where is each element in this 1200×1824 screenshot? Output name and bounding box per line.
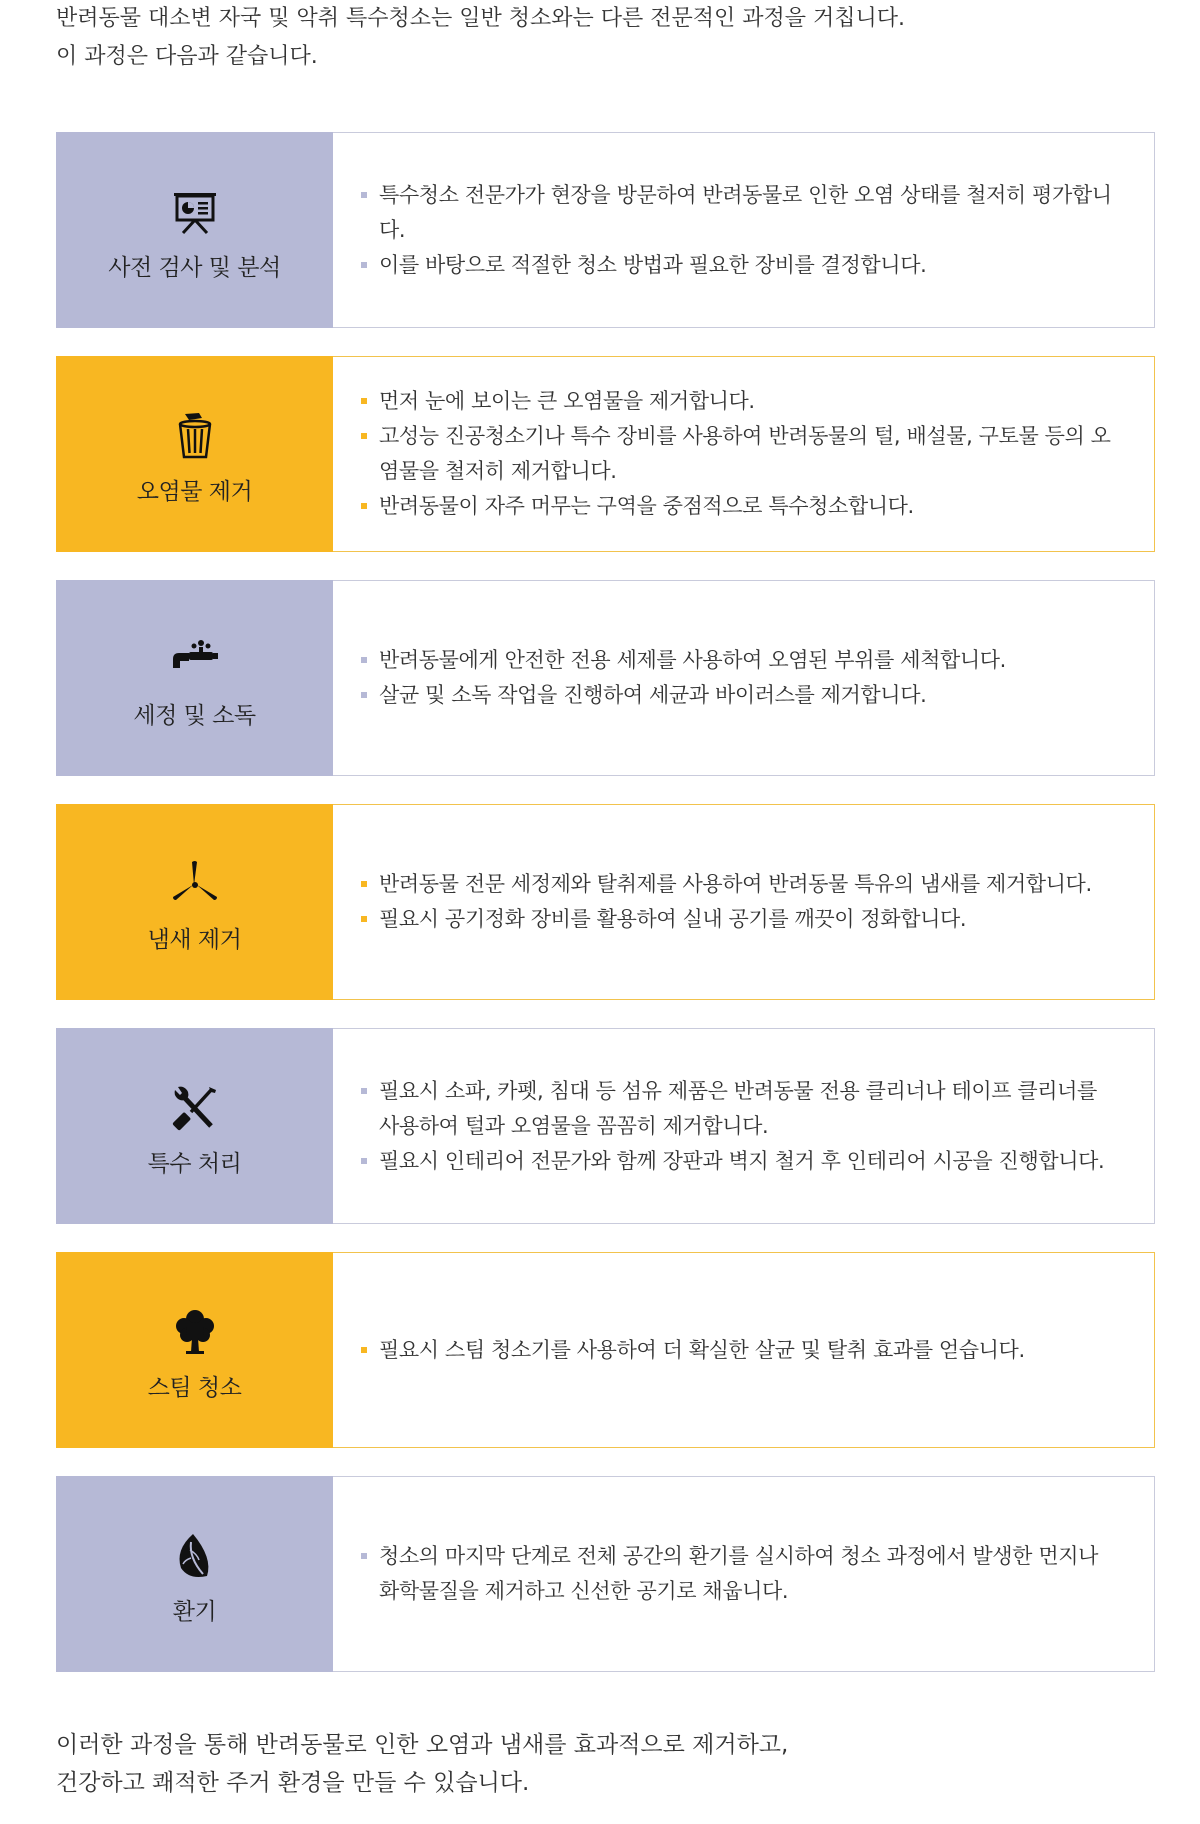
step-debris-removal (56, 356, 1155, 552)
step-description (333, 580, 1155, 776)
step-title: 사전 검사 및 분석 (108, 254, 281, 281)
step-header (56, 580, 333, 776)
list-item: 살균 및 소독 작업을 진행하여 세균과 바이러스를 제거합니다. (359, 678, 1006, 713)
step-description (333, 1252, 1155, 1448)
step-header (56, 804, 333, 1000)
outro-line-1: 이러한 과정을 통해 반려동물로 인한 오염과 냄새를 효과적으로 제거하고, (56, 1732, 789, 1758)
list-item: 반려동물 전문 세정제와 탈취제를 사용하여 반려동물 특유의 냄새를 제거합니다. (359, 867, 1092, 902)
outro-text (56, 1726, 1156, 1802)
trash-can-icon (168, 409, 222, 463)
presentation-board-icon (168, 185, 222, 239)
wrench-screwdriver-icon (168, 1081, 222, 1135)
step-ventilation (56, 1476, 1155, 1672)
list-item: 필요시 인테리어 전문가와 함께 장판과 벽지 철거 후 인테리어 시공을 진행합니다. (359, 1144, 1114, 1179)
leaf-icon (168, 1529, 222, 1583)
list-item: 특수청소 전문가가 현장을 방문하여 반려동물로 인한 오염 상태를 철저히 평가합니다. (359, 178, 1114, 248)
step-description (333, 1028, 1155, 1224)
step-title: 스팀 청소 (147, 1374, 242, 1401)
step-title: 냄새 제거 (147, 926, 242, 953)
step-description (333, 804, 1155, 1000)
outro-line-2: 건강하고 쾌적한 주거 환경을 만들 수 있습니다. (56, 1770, 530, 1796)
step-steam-cleaning (56, 1252, 1155, 1448)
step-header (56, 1028, 333, 1224)
step-header (56, 1476, 333, 1672)
step-cleaning-disinfection (56, 580, 1155, 776)
bullet-list (359, 178, 1114, 283)
intro-line-2: 이 과정은 다음과 같습니다. (56, 44, 318, 69)
tree-icon (168, 1305, 222, 1359)
intro-line-1: 반려동물 대소변 자국 및 악취 특수청소는 일반 청소와는 다른 전문적인 과정을 거칩니다. (56, 6, 905, 31)
step-header (56, 1252, 333, 1448)
bullet-list (359, 384, 1114, 524)
list-item: 반려동물이 자주 머무는 구역을 중점적으로 특수청소합니다. (359, 489, 1114, 524)
list-item: 필요시 공기정화 장비를 활용하여 실내 공기를 깨끗이 정화합니다. (359, 902, 1092, 937)
list-item: 반려동물에게 안전한 전용 세제를 사용하여 오염된 부위를 세척합니다. (359, 643, 1006, 678)
list-item: 필요시 스팀 청소기를 사용하여 더 확실한 살균 및 탈취 효과를 얻습니다. (359, 1333, 1025, 1368)
step-header (56, 132, 333, 328)
list-item: 청소의 마지막 단계로 전체 공간의 환기를 실시하여 청소 과정에서 발생한 먼지나 화학물질을 제거하고 신선한 공기로 채웁니다. (359, 1539, 1114, 1609)
step-inspection (56, 132, 1155, 328)
step-special-treatment (56, 1028, 1155, 1224)
faucet-icon (168, 633, 222, 687)
step-title: 세정 및 소독 (133, 702, 256, 729)
step-description (333, 356, 1155, 552)
list-item: 이를 바탕으로 적절한 청소 방법과 필요한 장비를 결정합니다. (359, 248, 1114, 283)
intro-text (56, 0, 1156, 76)
windmill-icon (168, 857, 222, 911)
bullet-list (359, 1539, 1114, 1609)
step-description (333, 1476, 1155, 1672)
bullet-list (359, 1074, 1114, 1179)
list-item: 필요시 소파, 카펫, 침대 등 섬유 제품은 반려동물 전용 클리너나 테이프 클리너를 사용하여 털과 오염물을 꼼꼼히 제거합니다. (359, 1074, 1114, 1144)
step-title: 오염물 제거 (136, 478, 253, 505)
step-title: 특수 처리 (147, 1150, 242, 1177)
step-description (333, 132, 1155, 328)
bullet-list (359, 643, 1006, 713)
step-odor-removal (56, 804, 1155, 1000)
step-header (56, 356, 333, 552)
list-item: 먼저 눈에 보이는 큰 오염물을 제거합니다. (359, 384, 1114, 419)
process-steps (56, 132, 1155, 1700)
step-title: 환기 (172, 1598, 217, 1625)
bullet-list (359, 1333, 1025, 1368)
list-item: 고성능 진공청소기나 특수 장비를 사용하여 반려동물의 털, 배설물, 구토물 등의 오염물을 철저히 제거합니다. (359, 419, 1114, 489)
bullet-list (359, 867, 1092, 937)
